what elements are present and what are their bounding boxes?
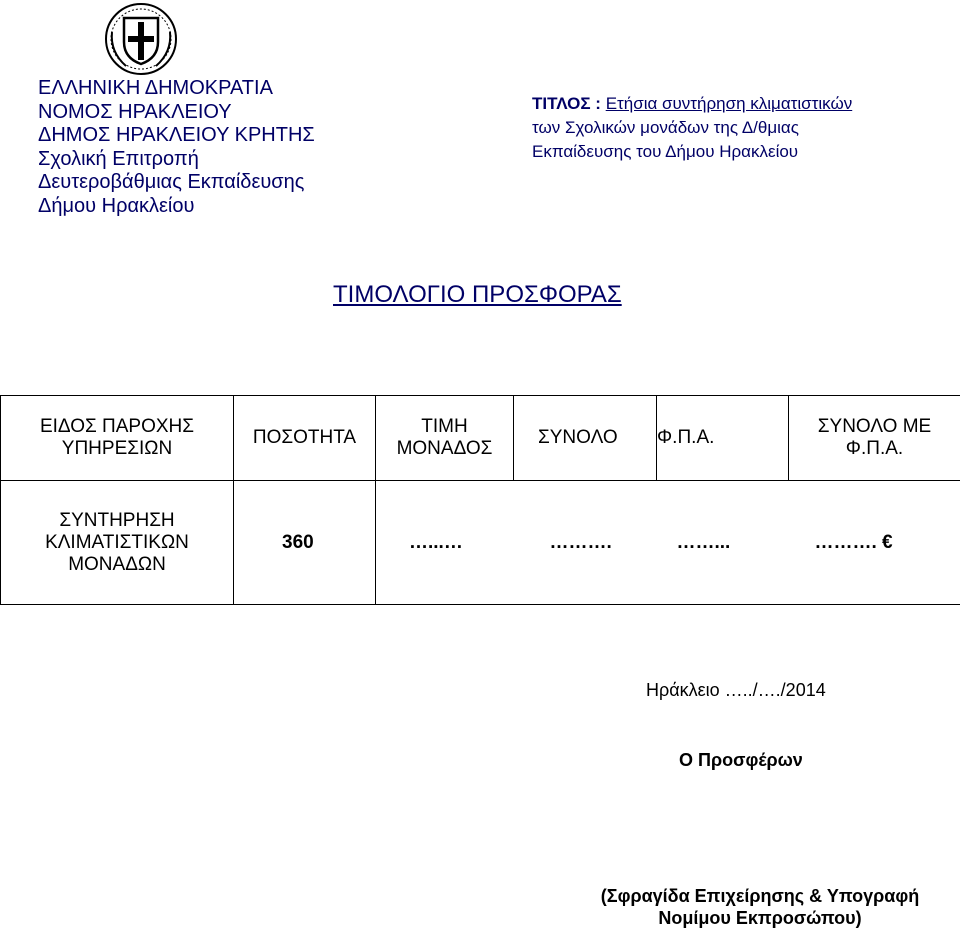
unit-price-placeholder: …...… [409, 531, 463, 553]
cell-unit-price [376, 481, 514, 605]
col-header-service-type: ΕΙΔΟΣ ΠΑΡΟΧΗΣ ΥΠΗΡΕΣΙΩΝ [1, 396, 234, 481]
title-line-2: των Σχολικών μονάδων της Δ/θμιας [532, 118, 799, 137]
greek-coat-of-arms-emblem [104, 2, 178, 76]
col-header-quantity: ΠΟΣΟΤΗΤΑ [234, 396, 376, 481]
cell-total [514, 481, 657, 605]
municipality-name: ΔΗΜΟΣ ΗΡΑΚΛΕΙΟΥ ΚΡΗΤΗΣ [38, 124, 315, 146]
cell-quantity: 360 [234, 481, 376, 605]
title-label: ΤΙΤΛΟΣ [532, 94, 591, 113]
offerer-label: Ο Προσφέρων [679, 750, 803, 770]
prefecture-name: ΝΟΜΟΣ ΗΡΑΚΛΕΙΟΥ [38, 100, 232, 123]
col-header-vat: Φ.Π.Α. [657, 396, 789, 481]
stamp-line-2: Νομίμου Εκπροσώπου) [658, 908, 862, 928]
cell-vat [657, 481, 789, 605]
education-level: Δευτεροβάθμιας Εκπαίδευσης [38, 171, 305, 193]
country-name: ΕΛΛΗΝΙΚΗ ΔΗΜΟΚΡΑΤΙΑ [38, 77, 273, 99]
date-line: Ηράκλειο …../…./2014 [646, 680, 826, 700]
authority-header [38, 77, 315, 218]
table-header-row [1, 396, 960, 481]
document-title-block [532, 92, 852, 164]
col-header-total: ΣΥΝΟΛΟ [514, 396, 657, 481]
stamp-signature-note [570, 885, 950, 929]
vat-placeholder: ……... [676, 531, 731, 553]
title-separator: : [595, 94, 601, 113]
page-title: ΤΙΜΟΛΟΓΙΟ ΠΡΟΣΦΟΡΑΣ [333, 281, 622, 308]
title-line-3: Εκπαίδευσης του Δήμου Ηρακλείου [532, 142, 799, 161]
cell-service: ΣΥΝΤΗΡΗΣΗ ΚΛΙΜΑΤΙΣΤΙΚΩΝ ΜΟΝΑΔΩΝ [1, 481, 234, 605]
total-placeholder: ………. [549, 531, 612, 553]
stamp-line-1: (Σφραγίδα Επιχείρησης & Υπογραφή [600, 886, 920, 906]
total-with-vat-placeholder: ………. € [814, 531, 893, 553]
col-header-total-with-vat: ΣΥΝΟΛΟ ΜΕ Φ.Π.Α. [789, 396, 960, 481]
committee-name: Σχολική Επιτροπή [38, 147, 199, 170]
offer-table [0, 395, 960, 605]
col-header-unit-price: ΤΙΜΗ ΜΟΝΑΔΟΣ [376, 396, 514, 481]
municipality-genitive: Δήμου Ηρακλείου [38, 194, 195, 217]
table-row [1, 481, 960, 605]
cell-total-with-vat [789, 481, 960, 605]
title-line-1: Ετήσια συντήρηση κλιματιστικών [605, 94, 853, 113]
